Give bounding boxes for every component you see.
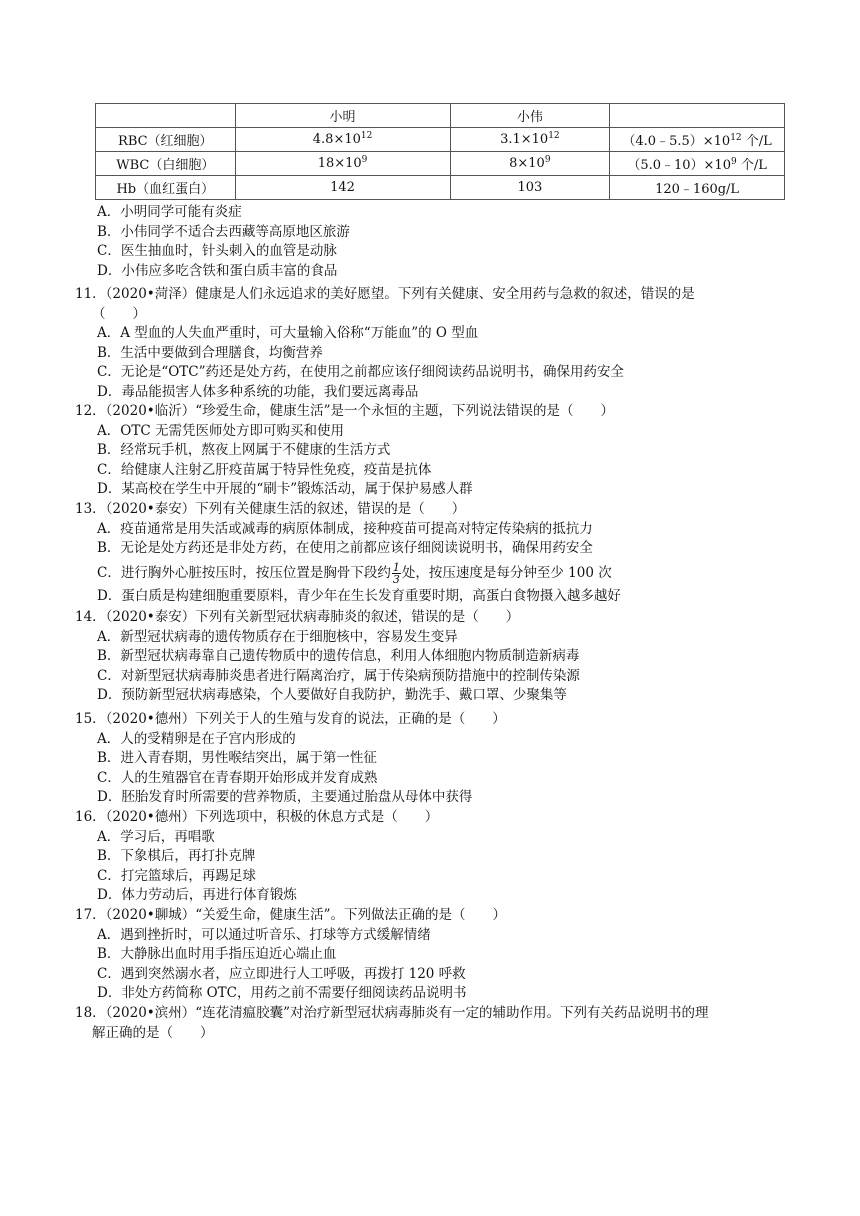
question-stem: 15．（2020•德州）下列关于人的生殖与发育的说法，正确的是（ ） xyxy=(75,711,506,727)
option-a: A．新型冠状病毒的遗传物质存在于细胞核中，容易发生变异 xyxy=(97,628,458,645)
option-b: B．生活中要做到合理膳食，均衡营养 xyxy=(97,344,323,361)
xiaoming-value: $18\times 10^9$ xyxy=(235,152,450,176)
table-row xyxy=(96,176,785,200)
question-stem: 12．（2020•临沂）“珍爱生命，健康生活”是一个永恒的主题，下列说法错误的是（ ） xyxy=(75,403,615,419)
option-d: D．胚胎发育时所需要的营养物质，主要通过胎盘从母体中获得 xyxy=(97,789,473,805)
table-row xyxy=(96,128,785,152)
question-13 xyxy=(75,500,795,606)
option-a: A．OTC 无需凭医师处方即可购买和使用 xyxy=(97,422,344,439)
table-header-cell xyxy=(96,104,236,128)
xiaoming-value: 142 xyxy=(235,176,450,200)
option-b: B．小伟同学不适合去西藏等高原地区旅游 xyxy=(97,223,350,240)
option-d: D．某高校在学生中开展的“刷卡”锻炼活动，属于保护易感人群 xyxy=(97,481,473,497)
question-17 xyxy=(75,906,795,1004)
question-stem: 16．（2020•德州）下列选项中，积极的休息方式是（ ） xyxy=(75,809,439,825)
reference-value: $(5.0﹣10)\times 10^9$ 个/L xyxy=(610,152,785,176)
option-b: B．下象棋后，再打扑克牌 xyxy=(97,848,256,864)
table-header-xiaoming: 小明 xyxy=(235,104,450,128)
option-b: B．新型冠状病毒靠自己遗传物质中的遗传信息，利用人体细胞内物质制造新病毒 xyxy=(97,648,580,664)
table-header-row xyxy=(96,104,785,128)
option-d: D．小伟应多吃含铁和蛋白质丰富的食品 xyxy=(97,262,338,279)
option-b: B．大静脉出血时用手指压迫近心端止血 xyxy=(97,946,337,962)
option-c: C．医生抽血时，针头刺入的血管是动脉 xyxy=(97,243,337,259)
option-c: C．给健康人注射乙肝疫苗属于特异性免疫，疫苗是抗体 xyxy=(97,461,432,478)
row-label: WBC（白细胞） xyxy=(96,152,236,176)
fraction-one-third: $\frac{1}{3}$ xyxy=(392,560,400,586)
option-d: D．预防新型冠状病毒感染，个人要做好自我防护，勤洗手、戴口罩、少聚集等 xyxy=(97,687,567,703)
question-stem: 11．（2020•菏泽）健康是人们永远追求的美好愿望。下列有关健康、安全用药与急救的叙述，错误的是 （ ） xyxy=(75,286,695,322)
row-label: Hb（血红蛋白） xyxy=(96,176,236,200)
option-c: C．遇到突然溺水者，应立即进行人工呼吸，再拨打 120 呼救 xyxy=(97,965,466,982)
option-c: C．对新型冠状病毒肺炎患者进行隔离治疗，属于传染病预防措施中的控制传染源 xyxy=(97,667,580,684)
question-stem: 14．（2020•泰安）下列有关新型冠状病毒肺炎的叙述，错误的是（ ） xyxy=(75,609,520,625)
option-d: D．体力劳动后，再进行体育锻炼 xyxy=(97,887,297,903)
option-a: A．学习后，再唱歌 xyxy=(97,828,215,845)
question-15 xyxy=(75,710,795,808)
blood-test-table xyxy=(95,103,785,200)
row-label: RBC（红细胞） xyxy=(96,128,236,152)
option-c: C．人的生殖器官在青春期开始形成并发育成熟 xyxy=(97,769,378,786)
option-c: C．打完篮球后，再踢足球 xyxy=(97,867,256,884)
reference-value: 120﹣160g/L xyxy=(610,176,785,200)
option-a: A．小明同学可能有炎症 xyxy=(97,204,242,220)
option-c: C．进行胸外心脏按压时，按压位置是胸骨下段约 $\frac{1}{3}$ 处，按压速度是每分钟至少 100 次 xyxy=(97,560,612,586)
question-11 xyxy=(75,285,795,402)
question-16 xyxy=(75,808,795,906)
question-10-options xyxy=(75,203,795,281)
question-stem: 13．（2020•泰安）下列有关健康生活的叙述，错误的是（ ） xyxy=(75,501,466,517)
option-d: D．蛋白质是构建细胞重要原料，青少年在生长发育重要时期，高蛋白食物摄入越多越好 xyxy=(97,587,621,604)
question-12 xyxy=(75,402,795,500)
table-header-reference xyxy=(610,104,785,128)
option-a: A．人的受精卵是在子宫内形成的 xyxy=(97,730,296,747)
table-row xyxy=(96,152,785,176)
table-header-xiaowei: 小伟 xyxy=(450,104,610,128)
option-a: A．A 型血的人失血严重时，可大量输入俗称“万能血”的 O 型血 xyxy=(97,325,479,341)
option-b: B．无论是处方药还是非处方药，在使用之前都应该仔细阅读说明书，确保用药安全 xyxy=(97,540,593,556)
xiaowei-value: $3.1\times 10^{12}$ xyxy=(450,128,610,152)
option-d: D．非处方药简称 OTC，用药之前不需要仔细阅读药品说明书 xyxy=(97,985,467,1001)
question-stem: 18．（2020•滨州）“连花清瘟胶囊”对治疗新型冠状病毒肺炎有一定的辅助作用。下列有关药品说明书的理 解正确的是（ ） xyxy=(75,1005,709,1041)
question-14 xyxy=(75,608,795,706)
option-a: A．疫苗通常是用失活或减毒的病原体制成，接种疫苗可提高对特定传染病的抵抗力 xyxy=(97,520,593,537)
option-a: A．遇到挫折时，可以通过听音乐、打球等方式缓解情绪 xyxy=(97,926,431,943)
question-stem: 17．（2020•聊城）“关爱生命，健康生活”。下列做法正确的是（ ） xyxy=(75,907,507,923)
option-b: B．经常玩手机，熬夜上网属于不健康的生活方式 xyxy=(97,442,391,458)
xiaowei-value: $8\times 10^9$ xyxy=(450,152,610,176)
xiaowei-value: 103 xyxy=(450,176,610,200)
option-b: B．进入青春期，男性喉结突出，属于第一性征 xyxy=(97,750,377,766)
reference-value: $(4.0﹣5.5)\times 10^{12}$ 个/L xyxy=(610,128,785,152)
xiaoming-value: $4.8\times 10^{12}$ xyxy=(235,128,450,152)
question-18 xyxy=(75,1004,795,1043)
option-c: C．无论是“OTC”药还是处方药，在使用之前都应该仔细阅读药品说明书，确保用药安全 xyxy=(97,364,625,380)
option-d: D．毒品能损害人体多种系统的功能，我们要远离毒品 xyxy=(97,383,419,400)
